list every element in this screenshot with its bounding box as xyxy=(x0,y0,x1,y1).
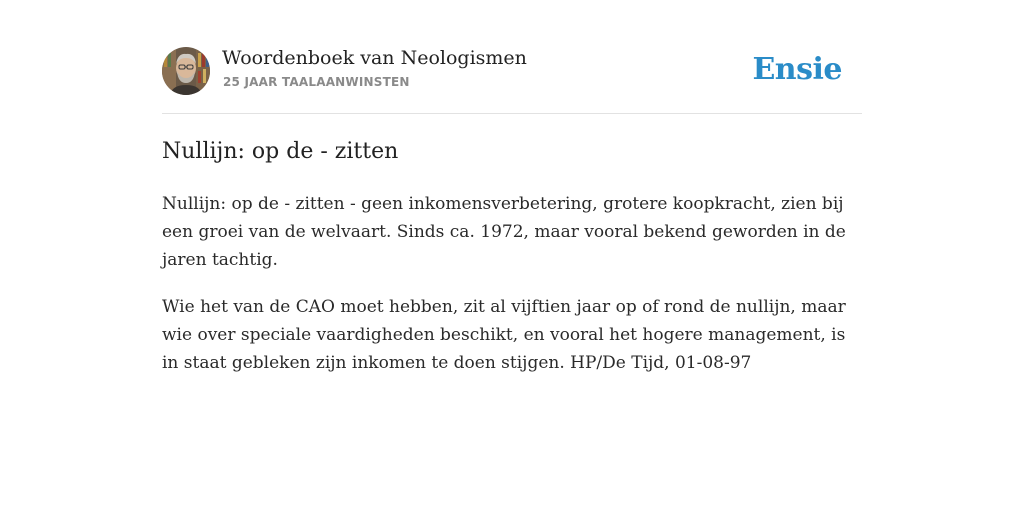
source-subtitle: 25 JAAR TAALAANWINSTEN xyxy=(223,75,410,89)
author-portrait-icon xyxy=(162,47,210,95)
author-avatar[interactable] xyxy=(162,47,210,95)
entry-title: Nullijn: op de - zitten xyxy=(162,139,399,164)
ensie-logo-link[interactable]: Ensie xyxy=(752,52,842,87)
entry-citation: Wie het van de CAO moet hebben, zit al vijftien jaar op of rond de nullijn, maar wie over speciale vaardigheden beschikt, en vooral het hogere management, is in staat gebleken zijn inkomen te doen stijgen. HP/De Tijd, 01-08-97 xyxy=(162,297,846,373)
source-header xyxy=(162,47,862,95)
source-title[interactable]: Woordenboek van Neologismen xyxy=(222,47,527,69)
entry-definition: Nullijn: op de - zitten - geen inkomensverbetering, grotere koopkracht, zien bij een groei van de welvaart. Sinds ca. 1972, maar vooral bekend geworden in de jaren tachtig. xyxy=(162,194,846,270)
header-divider xyxy=(162,113,862,114)
